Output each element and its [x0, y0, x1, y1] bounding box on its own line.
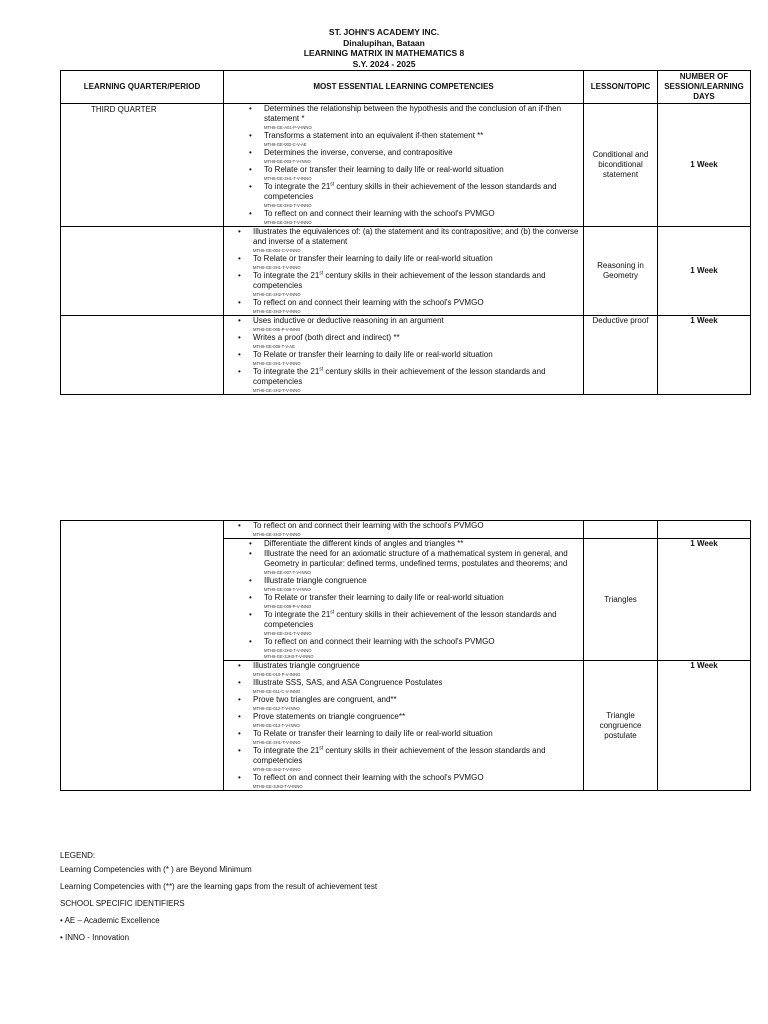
bullet-icon: • — [238, 712, 241, 721]
competency-code: MTH8-GE-013-T-V-INNO — [253, 723, 300, 728]
legend-line: • AE – Academic Excellence — [60, 916, 160, 925]
days-cell: 1 Week — [658, 104, 751, 227]
bullet-icon: • — [238, 695, 241, 704]
competency-list — [224, 316, 583, 393]
competency-text: Illustrates the equivalences of: (a) the statement and its contrapositive; and (b) the converse and inverse of a statement — [253, 227, 579, 246]
competencies-cell — [224, 661, 584, 791]
competency-text: To integrate the 21st century skills in their achievement of the lesson standards and competencies — [253, 745, 546, 765]
ordinal-suffix: st — [330, 181, 335, 188]
competency-text: To integrate the 21st century skills in their achievement of the lesson standards and competencies — [253, 366, 546, 386]
competency-text: Illustrate the need for an axiomatic structure of a mathematical system in general, and Geometry in particular: defined terms, undefined terms, postulates and theorems; and — [264, 549, 568, 568]
competency-text: Determines the relationship between the hypothesis and the conclusion of an if-then statement * — [264, 104, 562, 123]
lesson-cell: Conditional and biconditional statement — [584, 104, 658, 227]
competency-item — [224, 148, 579, 164]
competency-code: MTH8-GE-3H1-T-V-INNO — [264, 631, 312, 636]
days-cell: 1 Week — [658, 227, 751, 316]
table-body — [61, 521, 751, 791]
bullet-icon: • — [249, 549, 252, 558]
ordinal-suffix: st — [319, 745, 324, 752]
bullet-icon: • — [238, 333, 241, 342]
competency-code: MTH8-GE-3H3-T-V-INNO — [264, 220, 312, 225]
competency-text: Illustrate SSS, SAS, and ASA Congruence Postulates — [253, 678, 443, 687]
competency-list — [224, 661, 583, 789]
competency-item — [224, 271, 579, 297]
competency-text: To reflect on and connect their learning with the school's PVMGO — [253, 521, 484, 530]
ordinal-suffix: st — [319, 270, 324, 277]
bullet-icon: • — [238, 227, 241, 236]
column-header-competencies: MOST ESSENTIAL LEARNING COMPETENCIES — [224, 71, 584, 104]
bullet-icon: • — [249, 182, 252, 191]
competency-code: MTH8-GE-3H1-T-V-INNO — [253, 361, 301, 366]
competencies-cell — [224, 227, 584, 316]
competency-list — [224, 104, 583, 225]
competency-item — [224, 165, 579, 181]
competency-code: MTH8-GE-006-T-V-AE — [253, 344, 295, 349]
competency-code: MTH8-GE-004-C-V-INNO — [253, 248, 301, 253]
bullet-icon: • — [238, 271, 241, 280]
lesson-cell — [584, 521, 658, 539]
learning-matrix-table — [60, 70, 751, 395]
bullet-icon: • — [238, 298, 241, 307]
period-cell — [61, 521, 224, 791]
competency-code: MTH8-GE-011-C-V-INNO — [253, 689, 301, 694]
competency-text: To reflect on and connect their learning with the school's PVMGO — [264, 209, 495, 218]
bullet-icon: • — [249, 637, 252, 646]
competency-code: MTH8-GE-008-T-V-INNO — [264, 587, 311, 592]
bullet-icon: • — [249, 104, 252, 113]
bullet-icon: • — [238, 254, 241, 263]
competency-code: MTH8-GE-005-P-V-INNO — [253, 327, 301, 332]
competency-item — [224, 549, 579, 575]
competency-text: Uses inductive or deductive reasoning in an argument — [253, 316, 444, 325]
competency-text: To reflect on and connect their learning with the school's PVMGO — [253, 298, 484, 307]
legend-title: LEGEND: — [60, 851, 96, 860]
competency-item — [224, 182, 579, 208]
competency-item — [224, 593, 579, 609]
legend-line: SCHOOL SPECIFIC IDENTIFIERS — [60, 899, 185, 908]
lesson-cell: Reasoning in Geometry — [584, 227, 658, 316]
days-cell — [658, 521, 751, 539]
column-header-lesson: LESSON/TOPIC — [584, 71, 658, 104]
competency-text: To Relate or transfer their learning to daily life or real-world situation — [264, 593, 504, 602]
competency-text: Differentiate the different kinds of angles and triangles ** — [264, 539, 464, 548]
bullet-icon: • — [238, 678, 241, 687]
document-header — [0, 27, 768, 69]
period-cell — [61, 316, 224, 395]
competency-item — [224, 539, 579, 549]
legend-line: Learning Competencies with (**) are the learning gaps from the result of achievement test — [60, 882, 378, 891]
competency-text: To integrate the 21st century skills in their achievement of the lesson standards and competencies — [264, 609, 557, 629]
competency-item — [224, 104, 579, 130]
bullet-icon: • — [249, 165, 252, 174]
competency-list — [224, 539, 583, 653]
competency-text: Illustrate triangle congruence — [264, 576, 367, 585]
competency-item — [224, 637, 579, 653]
bullet-icon: • — [238, 521, 241, 530]
competency-text: Prove two triangles are congruent, and** — [253, 695, 397, 704]
competency-text: To integrate the 21st century skills in their achievement of the lesson standards and competencies — [264, 181, 557, 201]
competency-list — [224, 521, 583, 537]
competency-item — [224, 695, 579, 711]
competency-text: To Relate or transfer their learning to daily life or real-world situation — [253, 350, 493, 359]
competency-item — [224, 209, 579, 225]
competency-code: MTH8-GE-3H1-T-V-INNO — [264, 176, 312, 181]
column-header-days: NUMBER OF SESSION/LEARNING DAYS — [658, 71, 751, 104]
bullet-icon: • — [249, 131, 252, 140]
competency-text: To Relate or transfer their learning to daily life or real-world situation — [253, 729, 493, 738]
competency-text: Writes a proof (both direct and indirect) ** — [253, 333, 400, 342]
competency-item — [224, 131, 579, 147]
competency-text: Determines the inverse, converse, and contrapositive — [264, 148, 453, 157]
competency-item — [224, 254, 579, 270]
period-cell — [61, 227, 224, 316]
competency-text: To reflect on and connect their learning with the school's PVMGO — [264, 637, 495, 646]
legend-line: • INNO - Innovation — [60, 933, 130, 942]
competency-item — [224, 729, 579, 745]
competencies-cell — [224, 316, 584, 395]
column-header-period: LEARNING QUARTER/PERIOD — [61, 71, 224, 104]
competency-item — [224, 712, 579, 728]
competency-item — [224, 227, 579, 253]
competency-code: MTH8-GE-3H1-T-V-INNO — [253, 740, 301, 745]
competency-text: Transforms a statement into an equivalent if-then statement ** — [264, 131, 484, 140]
competency-code: MTH8-GE-3H2-T-V-INNO — [264, 648, 312, 653]
competency-item — [224, 661, 579, 677]
competency-code: MTH8-GE-3JH3-T-V-INNO — [253, 784, 303, 789]
school-location: Dinalupihan, Bataan — [343, 37, 425, 48]
bullet-icon: • — [238, 367, 241, 376]
competency-item — [224, 576, 579, 592]
bullet-icon: • — [249, 539, 252, 548]
competencies-cell — [224, 521, 584, 539]
competency-item — [224, 521, 579, 537]
days-cell: 1 Week — [658, 539, 751, 661]
competency-text: To Relate or transfer their learning to daily life or real-world situation — [264, 165, 504, 174]
competency-text: Illustrates triangle congruence — [253, 661, 360, 670]
legend-line: Learning Competencies with (* ) are Beyond Minimum — [60, 865, 252, 874]
competency-code: MTH8-GE-009-P-V-INNO — [264, 604, 312, 609]
competency-item — [224, 350, 579, 366]
bullet-icon: • — [238, 316, 241, 325]
competency-item — [224, 298, 579, 314]
school-name: ST. JOHN'S ACADEMY INC. — [328, 27, 440, 37]
competency-list — [224, 227, 583, 314]
competencies-cell — [224, 539, 584, 661]
competency-text: Prove statements on triangle congruence** — [253, 712, 406, 721]
competency-text: To integrate the 21st century skills in their achievement of the lesson standards and competencies — [253, 270, 546, 290]
competency-text: To reflect on and connect their learning with the school's PVMGO — [253, 773, 484, 782]
legend — [60, 850, 377, 946]
competency-code: MTH8-GE-003-T-V-INNO — [264, 159, 311, 164]
days-cell: 1 Week — [658, 661, 751, 791]
competency-code: MTH8-GE-3H3-T-V-INNO — [253, 532, 301, 537]
table-row — [61, 104, 751, 227]
bullet-icon: • — [238, 661, 241, 670]
competency-code: MTH8-GE-010-P-V-INNO — [253, 672, 301, 677]
lesson-cell: Triangle congruence postulate — [584, 661, 658, 791]
competency-item — [224, 333, 579, 349]
competency-item — [224, 367, 579, 393]
table-row — [61, 227, 751, 316]
competency-code: MTH8-GE-A01-P-V-INNO — [264, 125, 312, 130]
period-cell: THIRD QUARTER — [61, 104, 224, 227]
competency-item — [224, 746, 579, 772]
bullet-icon: • — [238, 350, 241, 359]
competency-code: MTH8-GE-3JH3-T-V-INNO — [264, 654, 314, 659]
competency-code: MTH8-GE-012-T-V-INNO — [253, 706, 300, 711]
document-title: LEARNING MATRIX IN MATHEMATICS 8 — [303, 48, 465, 58]
competency-text: To Relate or transfer their learning to daily life or real-world situation — [253, 254, 493, 263]
bullet-icon: • — [249, 593, 252, 602]
table-row — [61, 521, 751, 539]
competency-code: MTH8-GE-3H1-T-V-INNO — [253, 265, 301, 270]
competency-code: MTH8-GE-002-C-V-AE — [264, 142, 307, 147]
learning-matrix-table-continued — [60, 520, 751, 791]
table-row — [61, 316, 751, 395]
lesson-cell: Deductive proof — [584, 316, 658, 395]
bullet-icon: • — [238, 746, 241, 755]
bullet-icon: • — [249, 610, 252, 619]
competency-code: MTH8-GE-3H2-T-V-INNO — [253, 292, 301, 297]
competency-item — [224, 610, 579, 636]
competency-item — [224, 678, 579, 694]
days-cell: 1 Week — [658, 316, 751, 395]
bullet-icon: • — [238, 773, 241, 782]
bullet-icon: • — [238, 729, 241, 738]
bullet-icon: • — [249, 148, 252, 157]
lesson-cell: Triangles — [584, 539, 658, 661]
competency-code: MTH8-GE-007-T-V-INNO — [264, 570, 311, 575]
table-body — [61, 104, 751, 395]
competency-item — [224, 773, 579, 789]
competency-item — [224, 316, 579, 332]
competency-code: MTH8-GE-3H2-T-V-INNO — [253, 388, 301, 393]
competencies-cell — [224, 104, 584, 227]
bullet-icon: • — [249, 576, 252, 585]
school-year: S.Y. 2024 - 2025 — [352, 58, 416, 69]
competency-code: MTH8-GE-3H2-T-V-INNO — [264, 203, 312, 208]
ordinal-suffix: st — [330, 609, 335, 616]
bullet-icon: • — [249, 209, 252, 218]
competency-code: MTH8-GE-3H2-T-V-INNO — [253, 767, 301, 772]
competency-code: MTH8-GE-3H3-T-V-INNO — [253, 309, 301, 314]
ordinal-suffix: st — [319, 366, 324, 373]
